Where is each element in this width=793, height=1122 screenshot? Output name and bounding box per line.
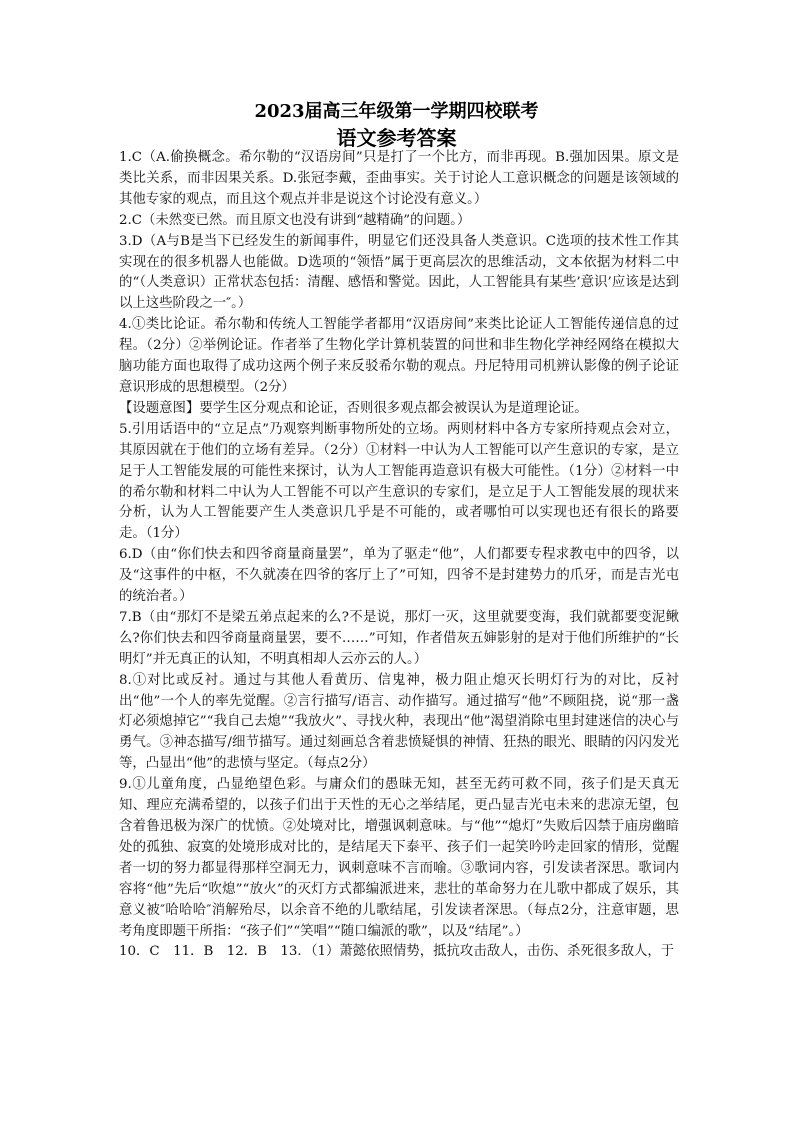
exam-title: 2023届高三年级第一学期四校联考 [254,101,539,122]
answer-9: 9.①儿童角度，凸显绝望色彩。与庸众们的愚昧无知，甚至无药可救不同，孩子们是天真无知、理应充满希望的，以孩子们出于天性的无心之举结尾，更凸显吉光屯未来的悲凉无望，包含着鲁迅极为深广的忧愤。②处境对比，增强讽刺意味。与“他”“熄灯”失败后囚禁于庙房幽暗处的孤独、寂寞的处境形成对比的，是结尾天下泰平、孩子们一起笑吟吟走回家的情形，觉醒者一切的努力都显得那样空洞无力，讽刺意味不言而喻。③歌词内容，引发读者深思。歌词内容将“他”先后“吹熄”“放火”的灭灯方式都编派进来，悲壮的革命努力在儿歌中都成了娱乐，其意义被″哈哈哈″消解殆尽，以余音不绝的儿歌结尾，引发读者深思。（每点2分，注意审题，思考角度即题干所指：“孩子们”“笑唱”“随口编派的歌”，以及“结尾”。） [119,777,679,939]
answer-6: 6.D（由“你们快去和四爷商量商量罢”，单为了驱走“他”，人们都要专程求教屯中的四爷，以及“这事件的中枢，不久就凑在四爷的客厅上了”可知，四爷不是封建势力的爪牙，而是吉光屯的统治者。） [119,547,679,605]
answer-2: 2.C（未然变已然。而且原文也没有讲到“越精确”的问题。） [119,212,471,228]
answer-1: 1.C（A.偷换概念。希尔勒的“汉语房间”只是打了一个比方，而非再现。B.强加因果。原文是类比关系，而非因果关系。D.张冠李戴，歪曲事实。关于讨论人工意识概念的问题是该领域的其他专家的观点，而且这个观点并非是说这个讨论没有意义。） [119,150,679,207]
answer-4: 4.①类比论证。希尔勒和传统人工智能学者都用“汉语房间”来类比论证人工智能传递信息的过程。（2分）②举例论证。作者举了生物化学计算机装置的问世和非生物化学神经网络在模拟大脑功能方面也取得了成功这两个例子来反驳希尔勒的观点。丹尼特用司机辨认影像的例子论证意识形成的思想模型。（2分） [119,317,679,395]
answer-key-title: 语文参考答案 [336,126,457,150]
answer-8: 8.①对比或反衬。通过与其他人看黄历、信鬼神，极力阻止熄灭长明灯行为的对比，反衬出“他”一个人的率先觉醒。②言行描写/语言、动作描写。通过描写“他”不顾阻挠，说“那一盏灯必须熄掉它”“我自己去熄”“我放火”、寻找火种，表现出“他”渴望消除屯里封建迷信的决心与勇气。③神态描写/细节描写。通过刻画总含着悲愤疑惧的神情、狂热的眼光、眼睛的闪闪发光等，凸显出“他”的悲愤与坚定。（每点2分） [119,672,679,772]
answer-body [119,148,679,963]
design-intent-note: 【设题意图】要学生区分观点和论证，否则很多观点都会被误认为是道理论证。 [119,400,588,416]
answer-3: 3.D（A与B是当下已经发生的新闻事件，明显它们还没具备人类意识。C选项的技术性工作其实现在的很多机器人也能做。D选项的“领悟”属于更高层次的思维活动，文本依据为材料二中的“（人类意识）正常状态包括：清醒、感悟和警觉。因此，人工智能具有某些’意识’应该是达到以上这些阶段之一″。） [119,233,679,312]
answer-5: 5.引用话语中的“立足点”乃观察判断事物所处的立场。两则材料中各方专家所持观点会对立，其原因就在于他们的立场有差异。（2分）①材料一中认为人工智能可以产生意识的专家，是立足于人工智能发展的可能性来探讨，认为人工智能再造意识有极大可能性。（1分）②材料一中的希尔勒和材料二中认为人工智能不可以产生意识的专家们，是立足于人工智能发展的现状来分析，认为人工智能要产生人类意识几乎是不可能的，或者哪怕可以实现也还有很长的路要走。（1分） [119,421,679,542]
answer-10-13: 10．C 11．B 12．B 13．（1）萧懿依照情势，抵抗攻击敌人，击伤、杀死很多敌人，于 [119,944,675,960]
answer-7: 7.B（由“那灯不是梁五弟点起来的么?不是说，那灯一灭，这里就要变海，我们就都要变泥鳅么?你们快去和四爷商量商量罢，要不……”可知，作者借灰五婶影射的是对于他们所维护的“长明灯”并无真正的认知，不明真相却人云亦云的人。） [119,609,679,667]
